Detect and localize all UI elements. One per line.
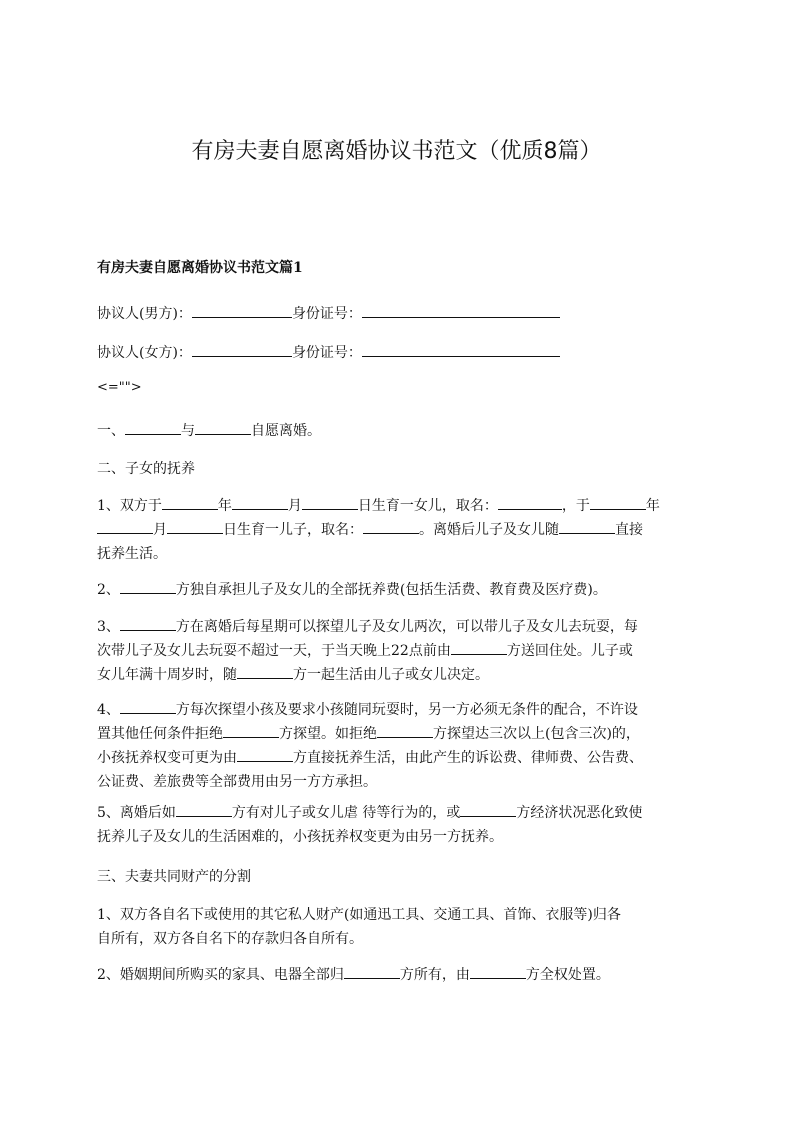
party-a-blank: [125, 420, 181, 435]
p5-blank-2: [460, 802, 516, 817]
paragraph-2: [97, 578, 705, 602]
p1-text-k: 抚养生活。: [97, 546, 167, 562]
p3-text-d: 方送回住处。儿子或: [506, 643, 633, 659]
p1-text-j: 直接: [615, 522, 643, 538]
woman-name-blank: [192, 342, 292, 357]
month-blank: [232, 495, 288, 510]
p1-text-h: 日生育一儿子，取名：: [223, 522, 363, 538]
p3-text-b: 方在离婚后每星期可以探望儿子及女儿两次，可以带儿子及女儿去玩耍，每: [175, 619, 638, 635]
p1-text-f: 年: [645, 498, 660, 514]
paragraph-4: [97, 698, 705, 794]
p1-text-e: ，于: [561, 498, 590, 514]
p5-text-d: 抚养儿子及女儿的生活困难的，小孩抚养权变更为由另一方抚养。: [97, 829, 503, 845]
day-blank-2: [167, 519, 223, 534]
woman-id-label: 身份证号：: [291, 345, 362, 361]
p2-text-a: 2、: [97, 582, 120, 598]
p4-text-e: 方探望达三次以上(包含三次)的，: [433, 726, 640, 742]
section-one-line: [97, 419, 705, 443]
q2-text-b: 方所有，由: [399, 967, 470, 983]
p1-text-d: 日生育一女儿，取名：: [357, 498, 498, 514]
woman-id-blank: [362, 342, 560, 357]
q2-text-c: 方全权处置。: [525, 967, 610, 983]
property-paragraph-1: [97, 903, 705, 951]
p1-text-i: 。离婚后儿子及女儿随: [419, 522, 559, 538]
paragraph-5: [97, 801, 705, 849]
month-blank-2: [97, 519, 153, 534]
p1-text-g: 月: [153, 522, 167, 538]
p3-text-f: 方一起生活由儿子或女儿决定。: [293, 667, 489, 683]
p4-blank-4: [237, 747, 293, 762]
party-b-blank: [195, 420, 251, 435]
p4-text-g: 方直接抚养生活，由此产生的诉讼费、律师费、公告费、: [293, 750, 643, 766]
section-one-prefix: 一、: [97, 423, 125, 439]
p5-blank-1: [176, 802, 232, 817]
p4-blank-3: [377, 723, 433, 738]
woman-party-line: [97, 341, 705, 365]
p3-text-c: 次带儿子及女儿去玩耍不超过一天，于当天晚上22点前由: [97, 643, 451, 659]
p1-text-b: 年: [217, 498, 232, 514]
p3-blank-3: [237, 664, 293, 679]
code-artifact-line: <="">: [97, 380, 142, 395]
section-one-suffix: 自愿离婚。: [251, 423, 321, 439]
p3-blank-1: [120, 616, 176, 631]
p2-text-b: 方独自承担儿子及女儿的全部抚养费(包括生活费、教育费及医疗费)。: [175, 582, 607, 598]
document-title: 有房夫妻自愿离婚协议书范文（优质8篇）: [191, 139, 602, 164]
q2-text-a: 2、婚姻期间所购买的家具、电器全部归: [97, 967, 344, 983]
property-paragraph-2: [97, 963, 705, 987]
section-heading: 有房夫妻自愿离婚协议书范文篇1: [97, 260, 303, 276]
q1-text-b: 自所有，双方各自名下的存款归各自所有。: [97, 931, 363, 947]
p1-text-a: 1、双方于: [97, 498, 162, 514]
p4-text-f: 小孩抚养权变可更为由: [97, 750, 237, 766]
man-id-label: 身份证号：: [291, 306, 362, 322]
man-name-blank: [192, 303, 292, 318]
p4-blank-2: [223, 723, 279, 738]
p4-text-a: 4、: [97, 702, 120, 718]
section-two-heading: 二、子女的抚养: [97, 461, 195, 477]
year-blank-2: [590, 495, 646, 510]
daughter-name-blank: [498, 495, 562, 510]
woman-party-label: 协议人(女方)：: [97, 345, 192, 361]
q1-text-a: 1、双方各自名下或使用的其它私人财产(如通迅工具、交通工具、首饰、衣服等)归各: [97, 907, 621, 923]
p4-text-d: 方探望。如拒绝: [279, 726, 377, 742]
son-name-blank: [363, 519, 419, 534]
p4-text-b: 方每次探望小孩及要求小孩随同玩耍时，另一方必须无条件的配合，不许设: [175, 702, 638, 718]
p4-text-c: 置其他任何条件拒绝: [97, 726, 223, 742]
p3-blank-2: [451, 640, 507, 655]
q2-blank-1: [344, 964, 400, 979]
man-id-blank: [362, 303, 560, 318]
custodian-blank: [559, 519, 615, 534]
paragraph-1: [97, 494, 705, 566]
section-three-heading: 三、夫妻共同财产的分割: [97, 869, 251, 885]
q2-blank-2: [470, 964, 526, 979]
year-blank: [162, 495, 218, 510]
p4-blank-1: [120, 699, 176, 714]
paragraph-3: [97, 615, 705, 687]
p1-text-c: 月: [287, 498, 302, 514]
p5-text-c: 方经济状况恶化致使: [516, 805, 643, 821]
p3-text-a: 3、: [97, 619, 120, 635]
p5-text-a: 5、离婚后如: [97, 805, 176, 821]
day-blank: [302, 495, 358, 510]
section-one-and: 与: [181, 423, 195, 439]
p2-blank: [120, 579, 176, 594]
p5-text-b: 方有对儿子或女儿虐 待等行为的，或: [231, 805, 461, 821]
man-party-label: 协议人(男方)：: [97, 306, 192, 322]
p3-text-e: 女儿年满十周岁时，随: [97, 667, 237, 683]
man-party-line: [97, 302, 705, 326]
p4-text-h: 公证费、差旅费等全部费用由另一方方承担。: [97, 774, 377, 790]
